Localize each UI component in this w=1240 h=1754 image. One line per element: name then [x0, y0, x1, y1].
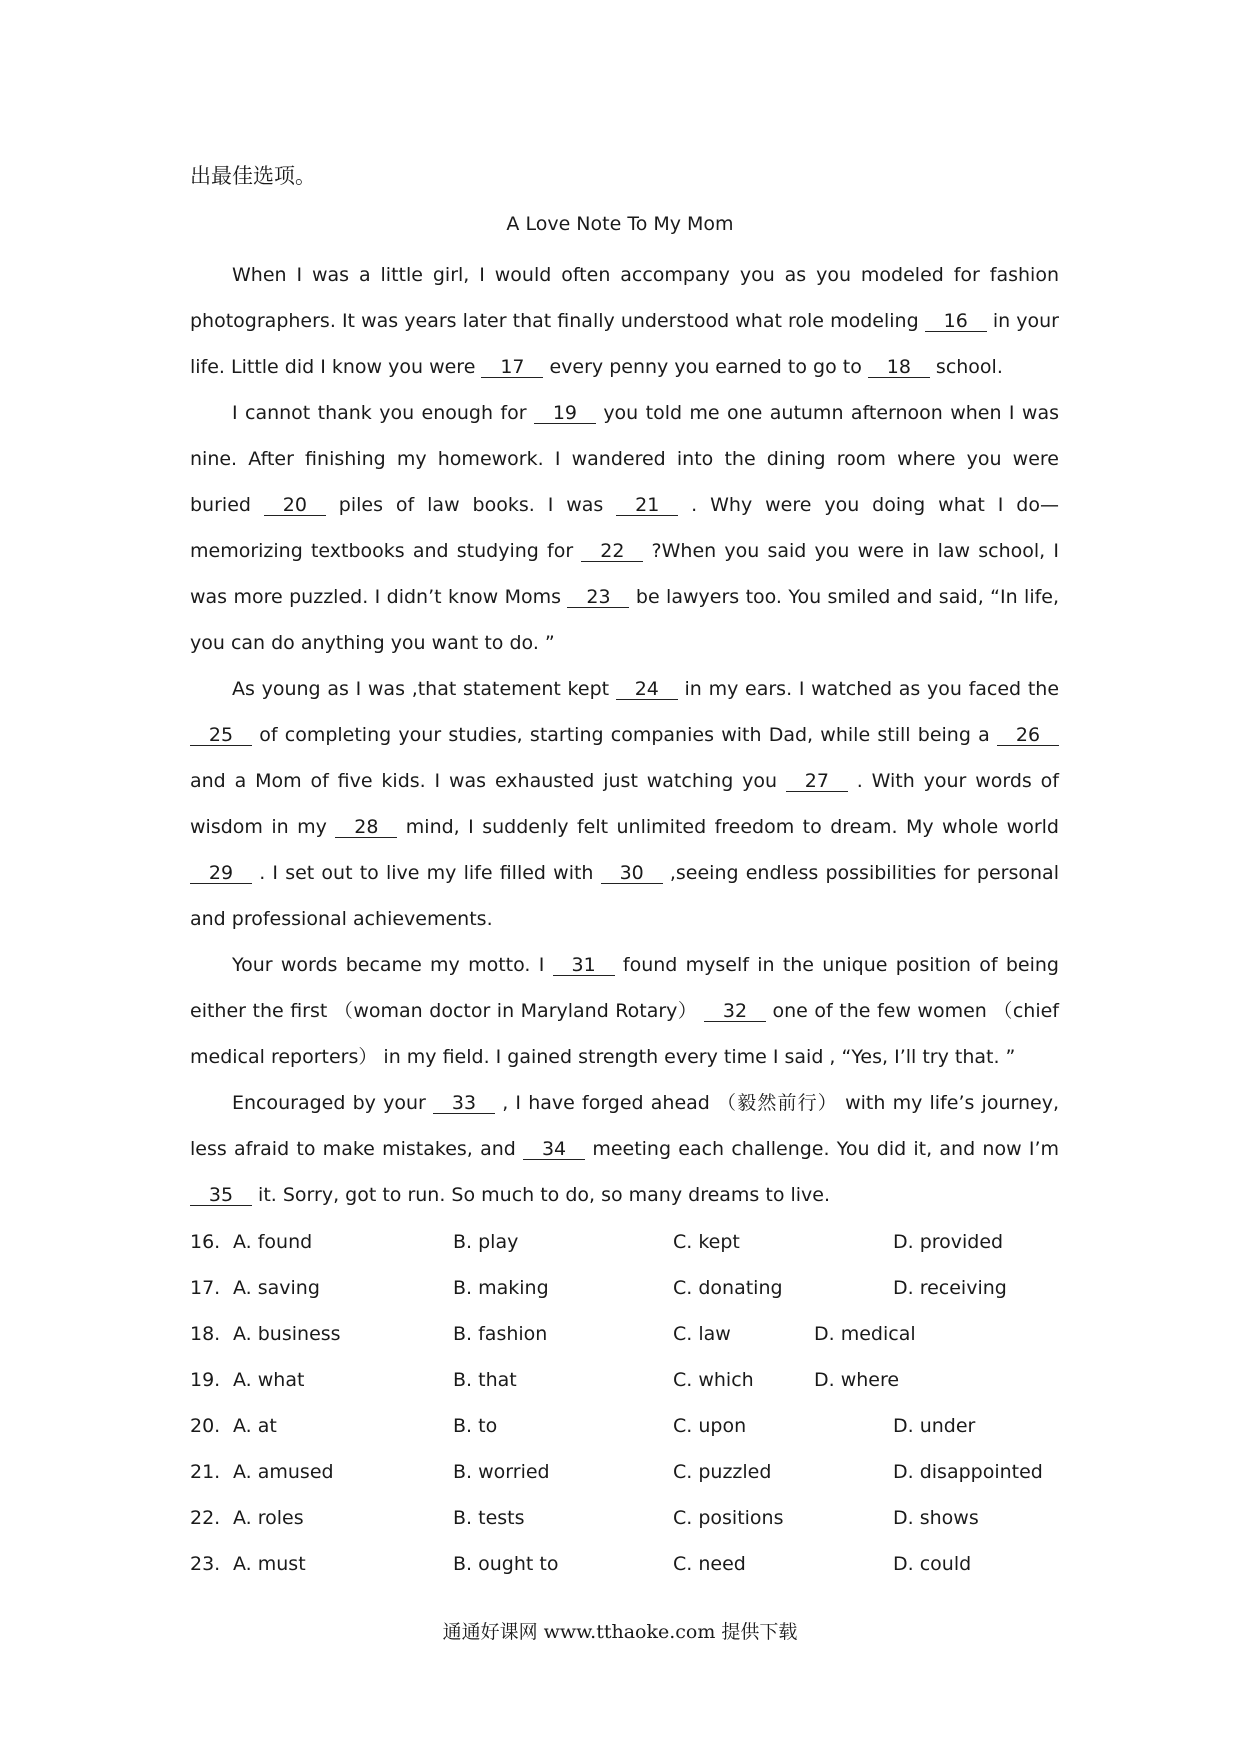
option-row-18 [190, 1311, 1090, 1357]
option-b: B. that [453, 1369, 517, 1391]
text-run: . With your words of wisdom in my [190, 770, 1059, 838]
text-run: When I was a little girl, I would often accompany you as you modeled for fashion photographers. It was years later that finally understood what role modeling [190, 264, 1059, 332]
blank-16: 16 [925, 311, 987, 332]
blank-31: 31 [553, 955, 615, 976]
text-run: Your words became my motto. I [232, 954, 545, 976]
passage-title: A Love Note To My Mom [506, 213, 734, 235]
option-b: B. to [453, 1415, 498, 1437]
question-number: 22. [190, 1507, 221, 1529]
option-c: C. kept [673, 1231, 740, 1253]
option-d: D. under [893, 1415, 976, 1437]
blank-21: 21 [616, 495, 678, 516]
option-a: A. amused [233, 1461, 334, 1483]
option-row-19 [190, 1357, 1090, 1403]
option-row-20 [190, 1403, 1090, 1449]
blank-34: 34 [523, 1139, 585, 1160]
option-a: A. at [233, 1415, 277, 1437]
question-number: 19. [190, 1369, 221, 1391]
option-c: C. law [673, 1323, 731, 1345]
question-number: 18. [190, 1323, 221, 1345]
option-d: D. receiving [893, 1277, 1007, 1299]
answer-options [190, 1219, 1090, 1587]
text-run: ?When you said you were in law school, I was more puzzled. I didn’t know Moms [190, 540, 1059, 608]
option-b: B. play [453, 1231, 519, 1253]
paragraph-3 [190, 666, 1059, 942]
option-b: B. worried [453, 1461, 550, 1483]
paragraph-4 [190, 942, 1059, 1080]
text-run: of completing your studies, starting companies with Dad, while still being a [259, 724, 990, 746]
footer-credit: 通通好课网 www.tthaoke.com 提供下载 [442, 1621, 798, 1643]
text-run: school. [935, 356, 1003, 378]
blank-22: 22 [581, 541, 643, 562]
question-number: 20. [190, 1415, 221, 1437]
text-run: in my ears. I watched as you faced the [684, 678, 1060, 700]
blank-25: 25 [190, 725, 252, 746]
text-run: Encouraged by your [232, 1092, 426, 1114]
text-run: I cannot thank you enough for [232, 402, 527, 424]
option-b: B. fashion [453, 1323, 548, 1345]
blank-18: 18 [868, 357, 930, 378]
blank-24: 24 [616, 679, 678, 700]
text-run: every penny you earned to go to [549, 356, 862, 378]
blank-29: 29 [190, 863, 252, 884]
option-d: D. medical [814, 1323, 916, 1345]
option-d: D. provided [893, 1231, 1004, 1253]
blank-27: 27 [786, 771, 848, 792]
paragraph-2 [190, 390, 1059, 666]
option-c: C. upon [673, 1415, 747, 1437]
text-run: As young as I was ,that statement kept [232, 678, 610, 700]
option-a: A. saving [233, 1277, 320, 1299]
option-c: C. positions [673, 1507, 784, 1529]
blank-26: 26 [997, 725, 1059, 746]
paragraph-1 [190, 252, 1059, 390]
option-d: D. where [814, 1369, 900, 1391]
option-a: A. must [233, 1553, 306, 1575]
question-number: 23. [190, 1553, 221, 1575]
question-number: 17. [190, 1277, 221, 1299]
paragraph-5 [190, 1080, 1059, 1218]
text-run: , I have forged ahead （毅然前行） with my life’s journey, less afraid to make mistakes, and [190, 1092, 1059, 1160]
option-b: B. ought to [453, 1553, 559, 1575]
blank-28: 28 [335, 817, 397, 838]
blank-35: 35 [190, 1185, 252, 1206]
instruction-text: 出最佳选项。 [190, 164, 316, 188]
text-run: mind, I suddenly felt unlimited freedom to dream. My whole world [405, 816, 1059, 838]
text-run: . I set out to live my life filled with [259, 862, 594, 884]
question-number: 21. [190, 1461, 221, 1483]
blank-23: 23 [567, 587, 629, 608]
option-b: B. tests [453, 1507, 525, 1529]
option-c: C. need [673, 1553, 746, 1575]
blank-33: 33 [433, 1093, 495, 1114]
text-run: one of the few women （chief medical reporters） in my field. I gained strength every time I said , “Yes, I’ll try that. ” [190, 1000, 1059, 1068]
option-row-22 [190, 1495, 1090, 1541]
text-run: piles of law books. I was [338, 494, 604, 516]
text-run: it. Sorry, got to run. So much to do, so many dreams to live. [258, 1184, 831, 1206]
text-run: found myself in the unique position of being either the first （woman doctor in Maryland Rotary） [190, 954, 1059, 1022]
text-run: meeting each challenge. You did it, and now I’m [592, 1138, 1059, 1160]
option-c: C. puzzled [673, 1461, 772, 1483]
option-row-21 [190, 1449, 1090, 1495]
option-row-23 [190, 1541, 1090, 1587]
blank-19: 19 [534, 403, 596, 424]
text-run: and a Mom of five kids. I was exhausted just watching you [190, 770, 778, 792]
option-b: B. making [453, 1277, 549, 1299]
text-run: ,seeing endless possibilities for personal and professional achievements. [190, 862, 1059, 930]
option-d: D. shows [893, 1507, 979, 1529]
blank-17: 17 [481, 357, 543, 378]
option-c: C. which [673, 1369, 754, 1391]
text-run: in your life. Little did I know you were [190, 310, 1059, 378]
blank-30: 30 [601, 863, 663, 884]
option-a: A. roles [233, 1507, 304, 1529]
option-a: A. found [233, 1231, 313, 1253]
question-number: 16. [190, 1231, 221, 1253]
text-run: be lawyers too. You smiled and said, “In life, you can do anything you want to do. ” [190, 586, 1060, 654]
option-d: D. disappointed [893, 1461, 1043, 1483]
passage-body [190, 252, 1059, 1218]
option-d: D. could [893, 1553, 972, 1575]
option-row-17 [190, 1265, 1090, 1311]
option-c: C. donating [673, 1277, 783, 1299]
blank-32: 32 [704, 1001, 766, 1022]
option-a: A. what [233, 1369, 305, 1391]
text-run: you told me one autumn afternoon when I was nine. After finishing my homework. I wandered into the dining room where you were buried [190, 402, 1059, 516]
option-a: A. business [233, 1323, 341, 1345]
option-row-16 [190, 1219, 1090, 1265]
text-run: . Why were you doing what I do—memorizing textbooks and studying for [190, 494, 1059, 562]
blank-20: 20 [264, 495, 326, 516]
